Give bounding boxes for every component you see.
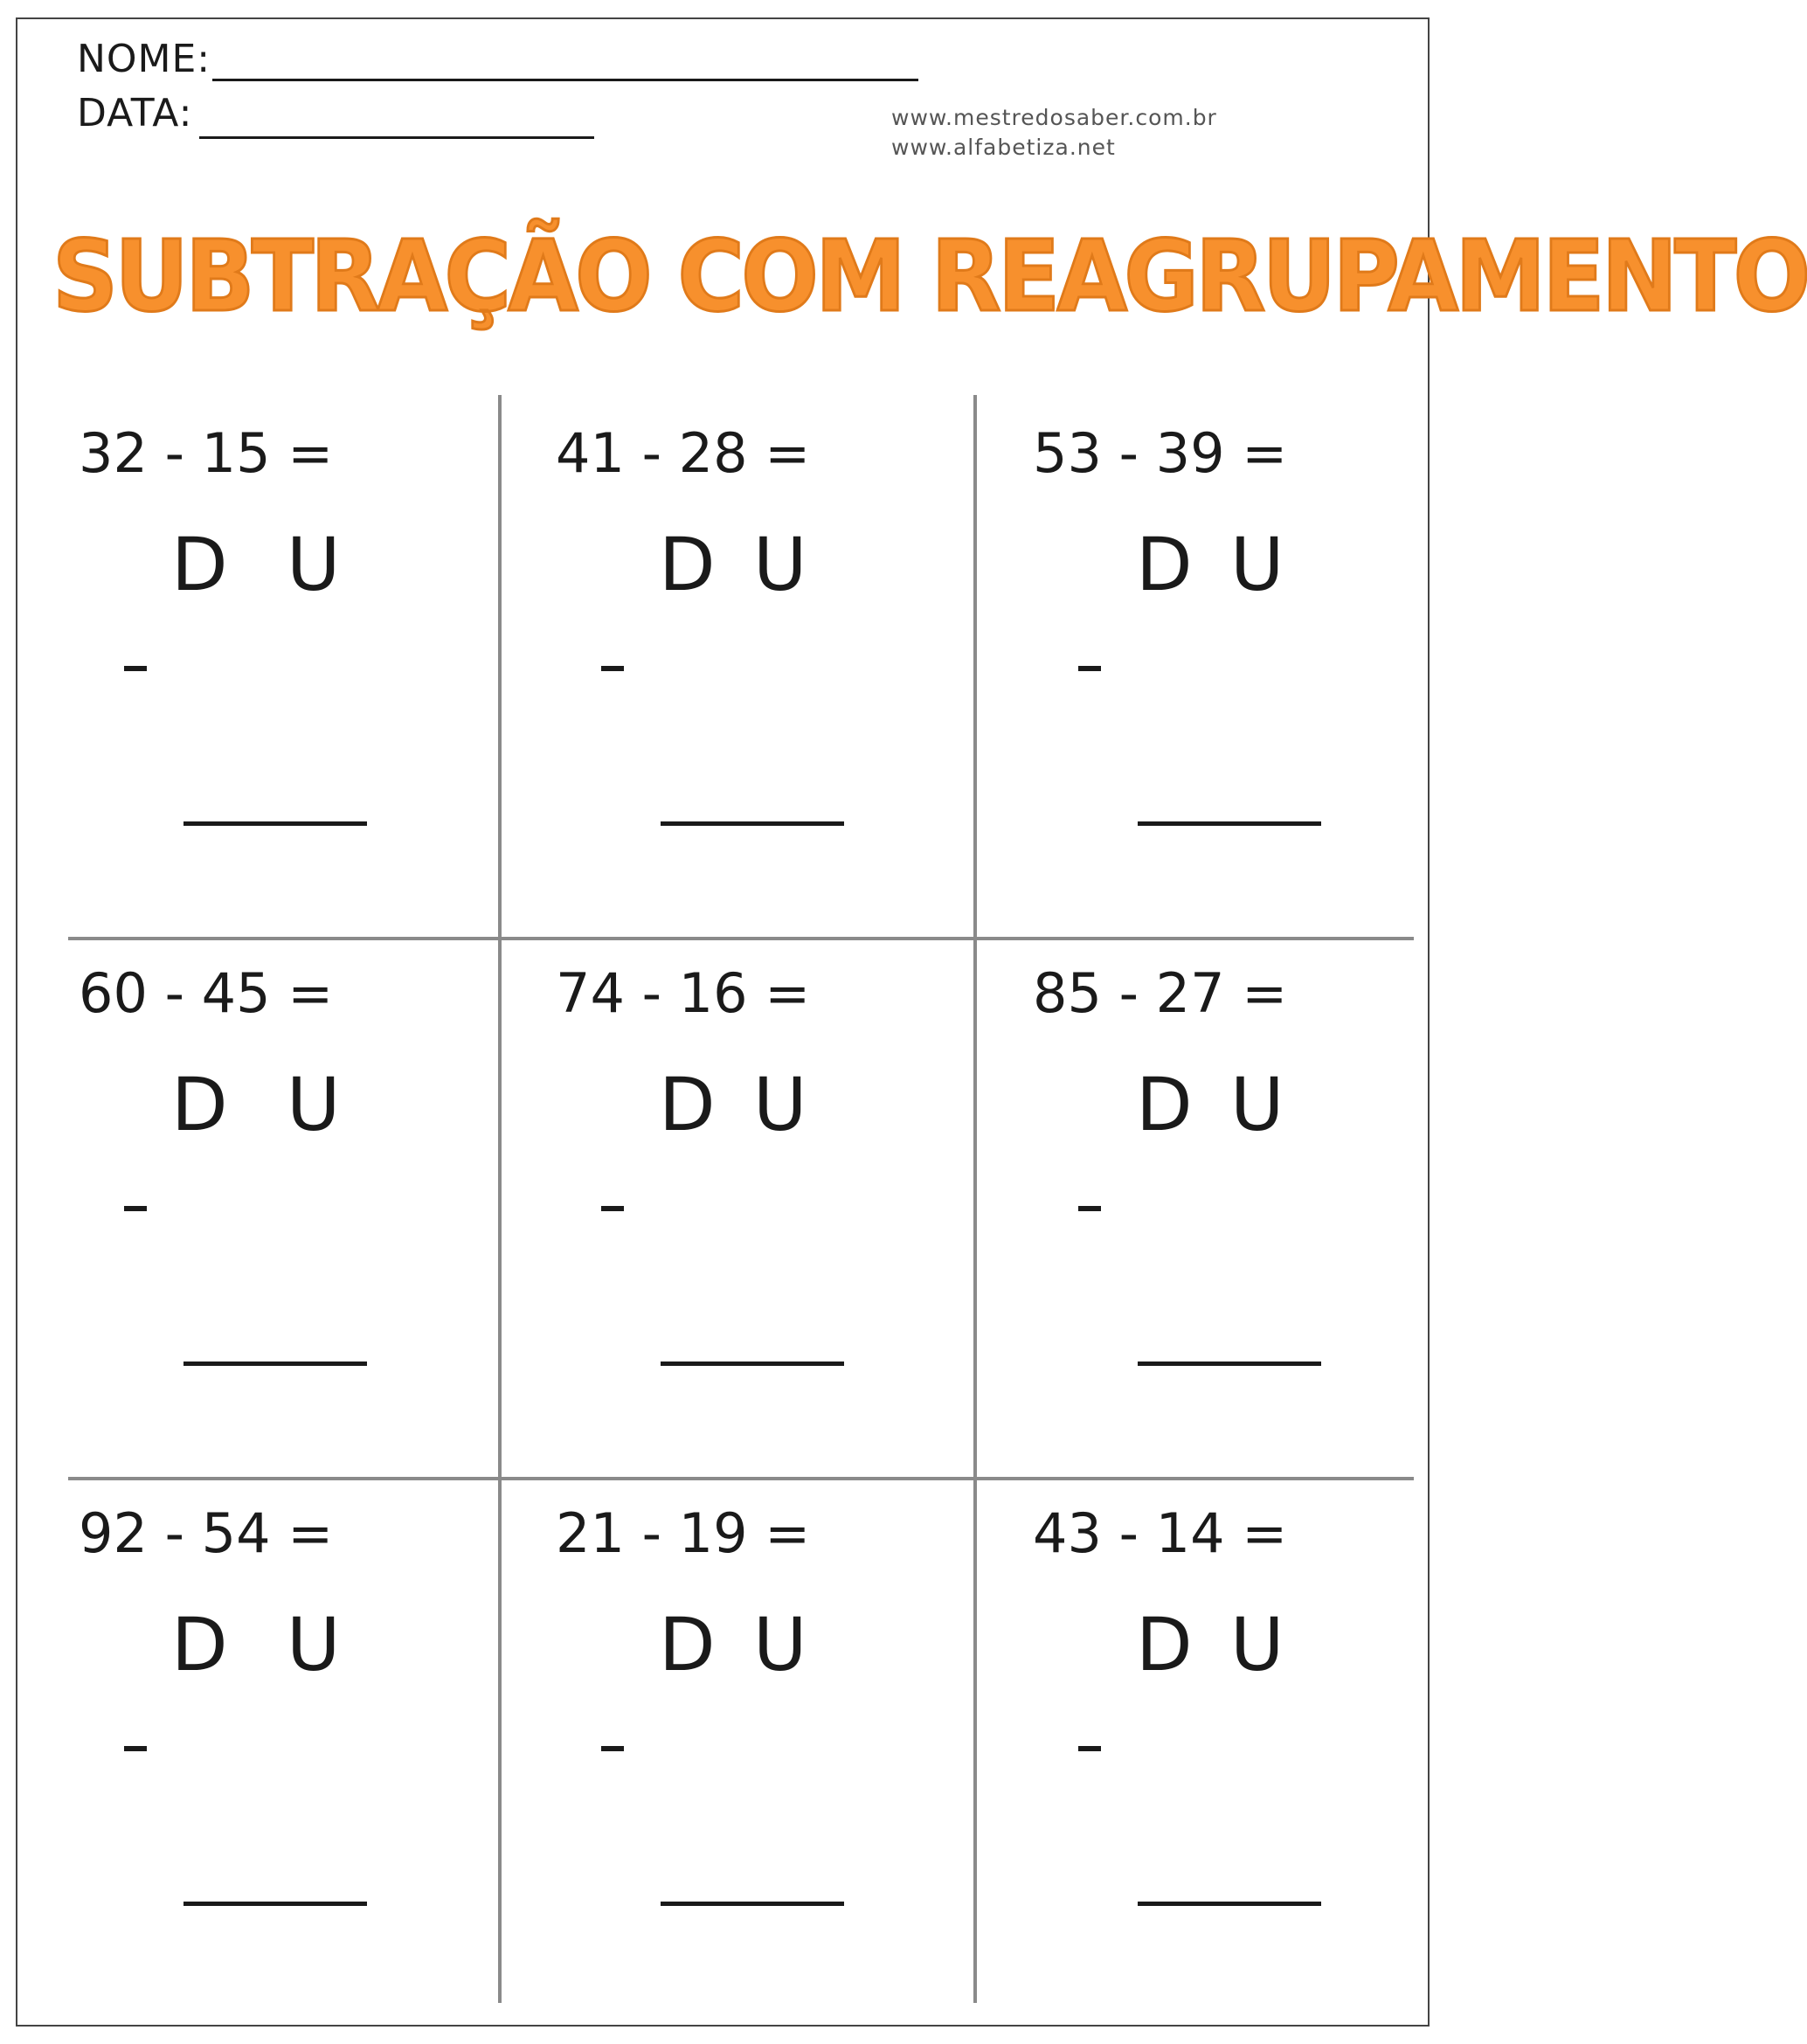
units-label: U: [287, 1602, 341, 1687]
date-field: [77, 91, 192, 135]
problem-cell-6: [1022, 935, 1459, 1459]
answer-line[interactable]: [183, 1362, 367, 1366]
tens-label: D: [659, 522, 716, 607]
minus-sign: [1078, 666, 1101, 671]
website-credits: [891, 103, 1217, 163]
answer-line[interactable]: [661, 1902, 844, 1906]
answer-line[interactable]: [661, 821, 844, 826]
minus-sign: [601, 1206, 624, 1211]
tens-label: D: [171, 522, 228, 607]
problem-equation: 41 - 28 =: [556, 421, 811, 485]
minus-sign: [124, 1746, 147, 1751]
tens-label: D: [1136, 1602, 1193, 1687]
problem-cell-4: [68, 935, 505, 1459]
problem-cell-3: [1022, 395, 1459, 919]
units-label: U: [287, 522, 341, 607]
name-field: [77, 37, 211, 81]
name-label: NOME:: [77, 37, 211, 81]
tens-label: D: [659, 1602, 716, 1687]
problem-equation: 74 - 16 =: [556, 961, 811, 1025]
problem-grid: [68, 395, 1414, 2003]
tens-label: D: [659, 1062, 716, 1147]
name-line[interactable]: [212, 79, 918, 81]
problem-cell-8: [545, 1475, 982, 1999]
minus-sign: [1078, 1746, 1101, 1751]
units-label: U: [753, 1062, 807, 1147]
problem-equation: 21 - 19 =: [556, 1501, 811, 1565]
problem-cell-5: [545, 935, 982, 1459]
units-label: U: [287, 1062, 341, 1147]
problem-cell-1: [68, 395, 505, 919]
worksheet-page: [16, 17, 1807, 2027]
answer-line[interactable]: [183, 821, 367, 826]
answer-line[interactable]: [1138, 1362, 1321, 1366]
tens-label: D: [1136, 1062, 1193, 1147]
answer-line[interactable]: [183, 1902, 367, 1906]
problem-equation: 32 - 15 =: [79, 421, 334, 485]
minus-sign: [601, 1746, 624, 1751]
units-label: U: [753, 522, 807, 607]
problem-cell-9: [1022, 1475, 1459, 1999]
units-label: U: [753, 1602, 807, 1687]
units-label: U: [1230, 1602, 1284, 1687]
units-label: U: [1230, 522, 1284, 607]
tens-label: D: [171, 1062, 228, 1147]
page-title: SUBTRAÇÃO COM REAGRUPAMENTO: [52, 220, 1807, 334]
problem-equation: 43 - 14 =: [1033, 1501, 1288, 1565]
tens-label: D: [171, 1602, 228, 1687]
units-label: U: [1230, 1062, 1284, 1147]
problem-equation: 60 - 45 =: [79, 961, 334, 1025]
answer-line[interactable]: [1138, 1902, 1321, 1906]
minus-sign: [601, 666, 624, 671]
problem-cell-7: [68, 1475, 505, 1999]
tens-label: D: [1136, 522, 1193, 607]
problem-equation: 92 - 54 =: [79, 1501, 334, 1565]
problem-equation: 85 - 27 =: [1033, 961, 1288, 1025]
date-line[interactable]: [199, 136, 594, 139]
answer-line[interactable]: [661, 1362, 844, 1366]
minus-sign: [124, 666, 147, 671]
answer-line[interactable]: [1138, 821, 1321, 826]
problem-equation: 53 - 39 =: [1033, 421, 1288, 485]
minus-sign: [124, 1206, 147, 1211]
date-label: DATA:: [77, 91, 193, 135]
problem-cell-2: [545, 395, 982, 919]
website-link-2: www.alfabetiza.net: [891, 135, 1116, 160]
minus-sign: [1078, 1206, 1101, 1211]
website-link-1: www.mestredosaber.com.br: [891, 105, 1217, 130]
